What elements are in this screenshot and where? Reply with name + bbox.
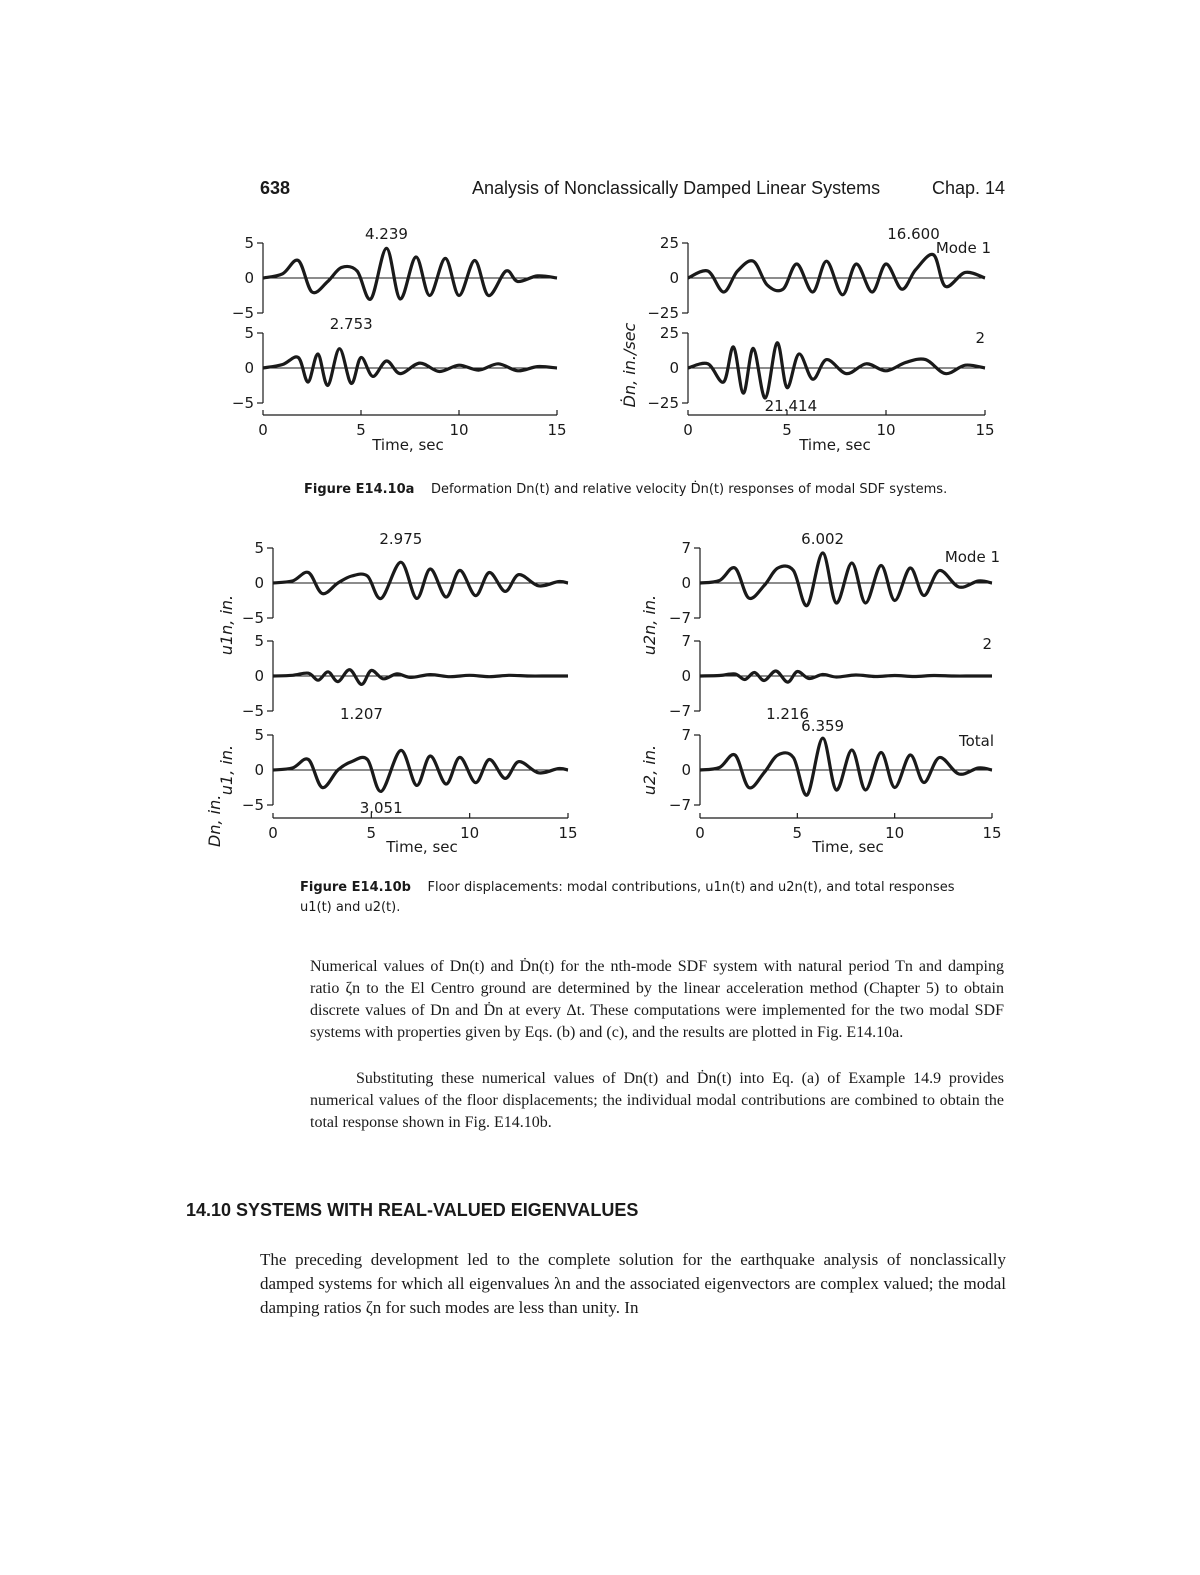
section-heading: 14.10 SYSTEMS WITH REAL-VALUED EIGENVALUES — [186, 1200, 639, 1220]
x-tick-label: 5 — [792, 824, 803, 842]
mode-label: 2 — [975, 329, 985, 347]
figure-a-left-xlabel: Time, sec — [372, 436, 444, 454]
mode-label: 2 — [982, 635, 992, 653]
figure-a-caption-text: Deformation Dn(t) and relative velocity Ḋn(t) responses of modal SDF systems. — [430, 482, 948, 497]
y-tick-label-zero: 0 — [244, 359, 254, 377]
x-tick-label: 15 — [982, 824, 1002, 842]
x-tick-label: 15 — [975, 421, 995, 439]
y-tick-label-bottom: −7 — [668, 796, 691, 814]
y-tick-label-top: 5 — [254, 632, 264, 650]
mode-label: Mode 1 — [944, 548, 1000, 566]
y-tick-label-top: 7 — [681, 539, 691, 557]
figure-b-panel-u2n-mode1 — [669, 530, 1000, 627]
running-title: Analysis of Nonclassically Damped Linear Systems — [472, 178, 881, 198]
y-tick-label-top: 5 — [254, 539, 264, 557]
peak-value-label: 3.051 — [359, 799, 403, 817]
figure-a-panel-deformation-mode1 — [232, 225, 557, 322]
page-number: 638 — [260, 178, 291, 198]
response-curve — [273, 562, 568, 598]
y-tick-label-zero: 0 — [669, 269, 679, 287]
y-tick-label-zero: 0 — [244, 269, 254, 287]
figure-b-caption-label: Figure E14.10b — [300, 880, 411, 895]
figure-b-panel-u1-total — [242, 726, 568, 817]
y-tick-label-zero: 0 — [681, 574, 691, 592]
figure-a-panel-deformation-mode2 — [232, 315, 557, 412]
figure-b-ylabel-u2n: u2n, in. — [640, 594, 659, 656]
figure-a-left-xaxis — [258, 410, 566, 439]
peak-value-label: 4.239 — [365, 225, 408, 243]
figure-a-right-xlabel: Time, sec — [799, 436, 871, 454]
y-tick-label-zero: 0 — [254, 667, 264, 685]
paragraph-3: The preceding development led to the complete solution for the earthquake analysis of nonclassically damped systems for which all eigenvalues λn and the associated eigenvectors are complex valued; the modal damping ratios ζn for such modes are less than unity. In — [260, 1250, 1006, 1317]
y-tick-label-top: 7 — [681, 632, 691, 650]
y-tick-label-top: 5 — [244, 234, 254, 252]
y-tick-label-top: 5 — [254, 726, 264, 744]
y-tick-label-zero: 0 — [254, 574, 264, 592]
x-tick-label: 0 — [695, 824, 705, 842]
peak-value-label: 6.002 — [801, 530, 845, 548]
peak-value-label: 16.600 — [887, 225, 940, 243]
y-tick-label-bottom: −5 — [241, 796, 264, 814]
y-tick-label-bottom: −7 — [668, 609, 691, 627]
x-tick-label: 10 — [460, 824, 480, 842]
figure-a-panel-velocity-mode2 — [647, 324, 985, 415]
peak-value-label: 1.207 — [340, 705, 383, 723]
paragraph-1: Numerical values of Dn(t) and Ḋn(t) for the nth-mode SDF system with natural period Tn and damping ratio ζn to the El Centro ground are determined by the linear acceleration method (Chapter 5) to obtain discrete values of Dn and Ḋn at every Δt. These computations were implemented for the two modal SDF systems with properties given by Eqs. (b) and (c), and the results are plotted in Fig. E14.10a. — [310, 958, 1004, 1041]
y-tick-label-zero: 0 — [254, 761, 264, 779]
figure-a-right-xaxis — [683, 410, 994, 439]
peak-value-label: 1.216 — [766, 705, 810, 723]
x-tick-label: 0 — [258, 421, 268, 439]
y-tick-label-bottom: −5 — [241, 609, 264, 627]
response-curve — [700, 738, 992, 795]
response-curve — [700, 671, 992, 682]
x-tick-label: 10 — [449, 421, 469, 439]
response-curve — [273, 670, 568, 685]
x-tick-label: 0 — [683, 421, 693, 439]
y-tick-label-bottom: −5 — [231, 304, 254, 322]
x-tick-label: 5 — [356, 421, 366, 439]
figure-b-left — [200, 530, 580, 860]
figure-a-left-ylabel: Dn, in. — [205, 794, 224, 847]
figure-a-right — [615, 225, 1005, 460]
figure-b-panel-u2n-mode2 — [669, 632, 992, 723]
figure-b-ylabel-u2: u2, in. — [640, 744, 659, 796]
y-tick-label-zero: 0 — [669, 359, 679, 377]
paragraph-2: Substituting these numerical values of Dn(t) and Ḋn(t) into Eq. (a) of Example 14.9 provides numerical values of the floor displacements; the individual modal contributions are combined to obtain the total response shown in Fig. E14.10b. — [310, 1070, 1004, 1131]
mode-label: Mode 1 — [935, 239, 991, 257]
x-tick-label: 0 — [268, 824, 278, 842]
y-tick-label-bottom: −5 — [241, 702, 264, 720]
y-tick-label-top: 5 — [244, 324, 254, 342]
chapter-label: Chap. 14 — [932, 178, 1006, 198]
x-tick-label: 10 — [876, 421, 896, 439]
figure-a-caption — [304, 480, 947, 500]
y-tick-label-bottom: −7 — [668, 702, 691, 720]
response-curve — [273, 750, 568, 791]
figure-a-right-ylabel: Ḋn, in./sec — [620, 322, 639, 408]
x-tick-label: 5 — [366, 824, 377, 842]
peak-value-label: 2.975 — [379, 530, 423, 548]
peak-value-label: 2.753 — [329, 315, 373, 333]
figure-b-panel-u2-total — [669, 717, 994, 814]
figure-b-right — [630, 530, 1010, 860]
y-tick-label-top: 7 — [681, 726, 691, 744]
y-tick-label-bottom: −5 — [231, 394, 254, 412]
y-tick-label-top: 25 — [659, 324, 679, 342]
x-tick-label: 15 — [547, 421, 567, 439]
y-tick-label-bottom: −25 — [647, 304, 679, 322]
response-curve — [688, 343, 985, 398]
figure-b-panel-u1n-mode1 — [242, 530, 568, 627]
figure-a-caption-label: Figure E14.10a — [304, 482, 415, 497]
response-curve — [263, 349, 557, 386]
figure-b-caption-line1: Floor displacements: modal contributions, u1n(t) and u2n(t), and total responses — [427, 880, 955, 895]
peak-value-label: 6.359 — [801, 717, 845, 735]
figure-b-left-xlabel: Time, sec — [386, 838, 458, 856]
response-curve — [263, 248, 557, 299]
figure-b-right-xlabel: Time, sec — [812, 838, 884, 856]
figure-a-panel-velocity-mode1 — [647, 225, 991, 322]
response-curve — [688, 254, 985, 294]
y-tick-label-zero: 0 — [681, 761, 691, 779]
peak-value-label: 21.414 — [764, 397, 818, 415]
y-tick-label-top: 25 — [659, 234, 679, 252]
x-tick-label: 15 — [558, 824, 578, 842]
figure-b-ylabel-u1n: u1n, in. — [217, 594, 236, 656]
figure-b-panel-u1n-mode2 — [242, 632, 568, 723]
figure-b-caption — [300, 878, 990, 918]
figure-b-caption-line2: u1(t) and u2(t). — [300, 900, 401, 915]
mode-label: Total — [958, 732, 994, 750]
x-tick-label: 5 — [782, 421, 792, 439]
x-tick-label: 10 — [885, 824, 905, 842]
figure-b-ylabel-u1: u1, in. — [217, 744, 236, 796]
y-tick-label-bottom: −25 — [647, 394, 679, 412]
y-tick-label-zero: 0 — [681, 667, 691, 685]
